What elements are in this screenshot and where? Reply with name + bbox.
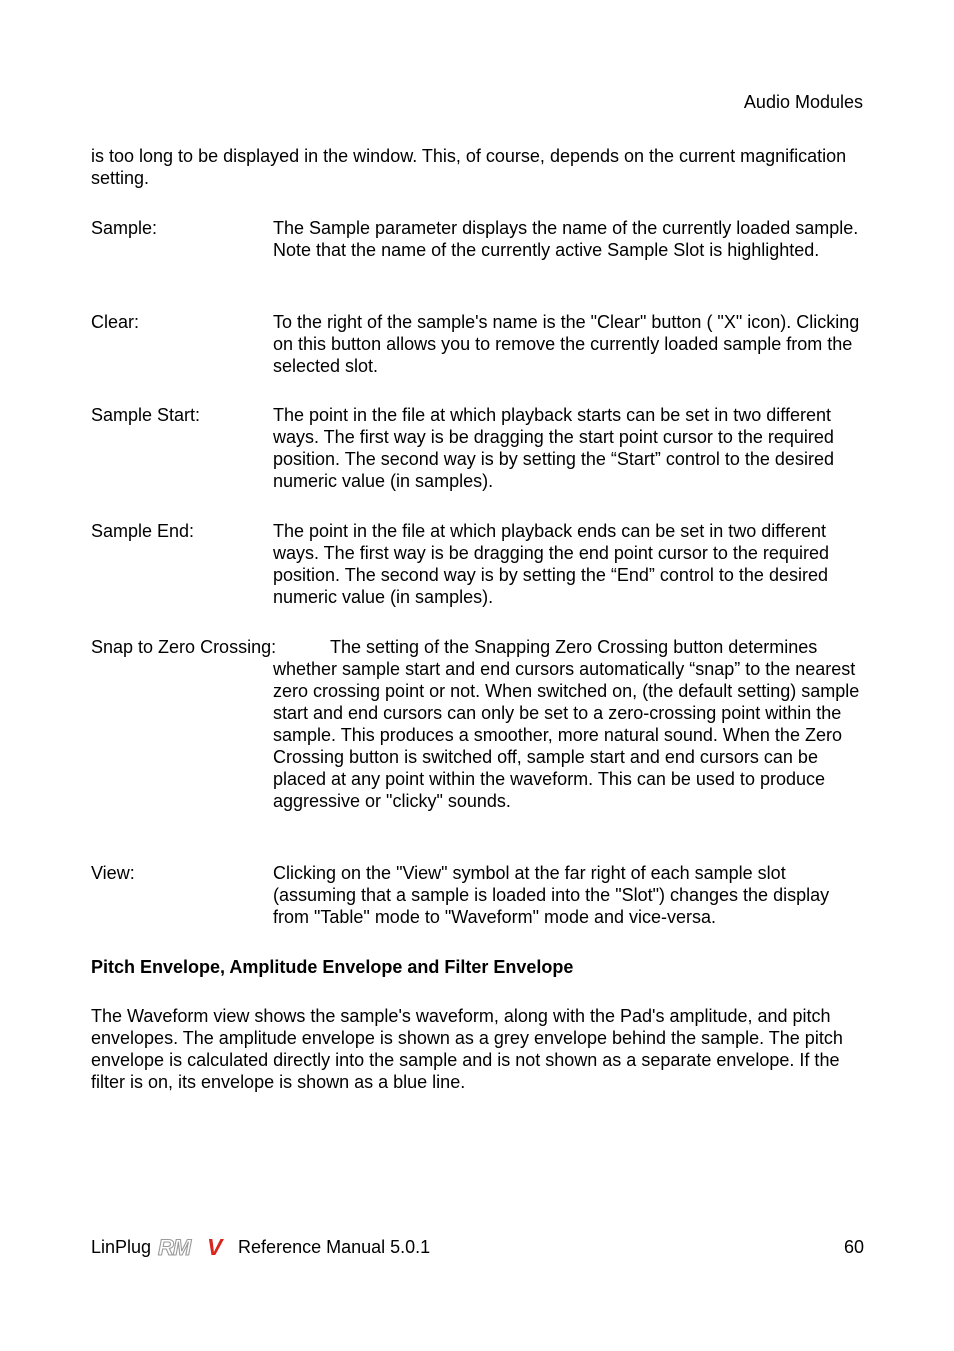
section-heading: Pitch Envelope, Amplitude Envelope and Filter Envelope (91, 957, 574, 977)
definition-term: View: (91, 863, 135, 883)
page-number: 60 (843, 1237, 864, 1257)
definition-description: Clicking on the "View" symbol at the far right of each sample slot (assuming that a sample is loaded into the "Slot") changes the display from "Table" mode to "Waveform" mode and vice-versa. (273, 863, 830, 927)
section-body-paragraph: The Waveform view shows the sample's waveform, along with the Pad's amplitude, and pitch envelopes. The amplitude envelope is shown as a grey envelope behind the sample. The pitch envelope is calculated directly into the sample and is not shown as a separate envelope. If the filter is on, its envelope is shown as a blue line. (91, 1006, 843, 1092)
running-header: Audio Modules (743, 92, 863, 112)
definition-term: Clear: (91, 312, 140, 332)
definition-term: Sample End: (91, 521, 195, 541)
definition-description: The setting of the Snapping Zero Crossing button determines whether sample start and end cursors automatically “snap” to the nearest zero crossing point or not. When switched on, (the default setting) sample start and end cursors can only be set to a zero-crossing point within the sample. This produces a smoother, more natural sound. When the Zero Crossing button is switched off, sample start and end cursors can be placed at any point within the waveform. This can be used to produce aggressive or "clicky" sounds. (273, 637, 860, 811)
definition-snap-to-zero-crossing (91, 636, 866, 812)
definition-description: The Sample parameter displays the name of the currently loaded sample. Note that the name of the currently active Sample Slot is highlighted. (273, 218, 859, 260)
definition-sample (91, 217, 866, 261)
definition-description: To the right of the sample's name is the "Clear" button ( "X" icon). Clicking on this button allows you to remove the currently loaded sample from the selected slot. (273, 312, 860, 376)
footer-left (91, 1236, 430, 1258)
definition-term: Snap to Zero Crossing: (91, 637, 277, 657)
page-footer (91, 1236, 864, 1260)
definition-description: The point in the file at which playback ends can be set in two different ways. The first way is be dragging the end point cursor to the required position. The second way is by setting the “End” control to the desired numeric value (in samples). (273, 521, 829, 607)
definition-view (91, 862, 866, 928)
definition-sample-start (91, 404, 866, 492)
definition-sample-end (91, 520, 866, 608)
intro-paragraph: is too long to be displayed in the window. This, of course, depends on the current magnification setting. (91, 146, 847, 188)
footer-brand: LinPlug (91, 1237, 152, 1257)
rmv-logo-icon (157, 1236, 233, 1258)
definition-description: The point in the file at which playback starts can be set in two different ways. The first way is be dragging the start point cursor to the required position. The second way is by setting the “Start” control to the desired numeric value (in samples). (273, 405, 834, 491)
definition-term: Sample Start: (91, 405, 201, 425)
svg-text:V: V (207, 1236, 223, 1258)
footer-manual-title: Reference Manual 5.0.1 (238, 1237, 431, 1257)
definition-clear (91, 311, 866, 377)
definition-term: Sample: (91, 218, 158, 238)
svg-text:RM: RM (158, 1236, 191, 1258)
